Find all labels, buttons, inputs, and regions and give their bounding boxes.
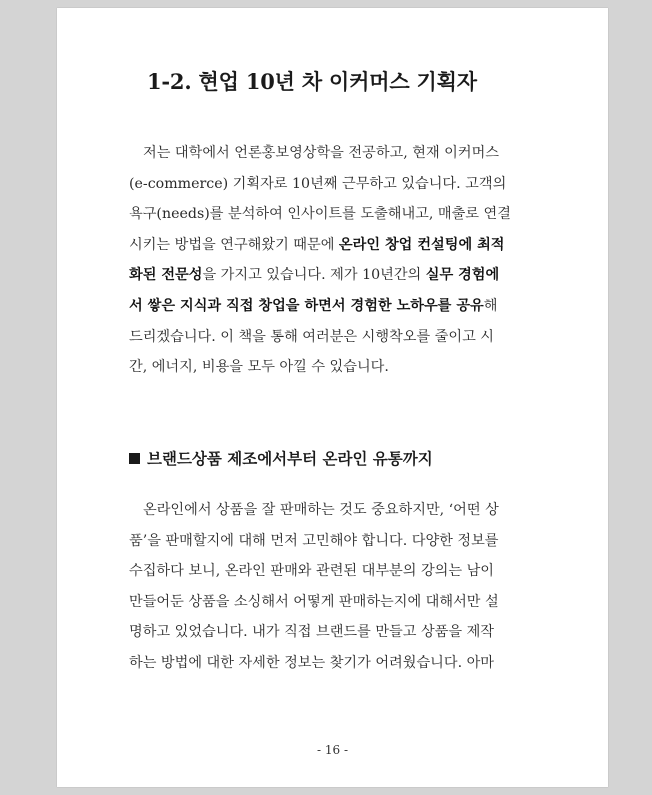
paragraph-line xyxy=(129,230,539,261)
paragraph-text: 을 가지고 있습니다. 제가 10년간의 xyxy=(202,267,426,284)
intro-paragraph xyxy=(129,138,539,383)
paragraph-text: 시키는 방법을 연구해왔기 때문에 xyxy=(129,236,339,253)
section-heading xyxy=(129,447,433,469)
paragraph-line: 드리겠습니다. 이 책을 통해 여러분은 시행착오를 줄이고 시 xyxy=(129,328,495,345)
paragraph-line: 온라인에서 상품을 잘 판매하는 것도 중요하지만, ‘어떤 상 xyxy=(143,502,499,518)
paragraph-line: 간, 에너지, 비용을 모두 아낄 수 있습니다. xyxy=(129,359,389,376)
body-paragraph xyxy=(129,495,539,679)
page-number: - 16 - xyxy=(316,743,348,757)
paragraph-line: 욕구(needs)를 분석하여 인사이트를 도출해내고, 매출로 연결 xyxy=(129,206,511,223)
document-page xyxy=(57,8,608,787)
paragraph-text: 해 xyxy=(483,297,498,314)
paragraph-line: 수집하다 보니, 온라인 판매와 관련된 대부분의 강의는 남이 xyxy=(129,563,495,580)
paragraph-line: 품’을 판매할지에 대해 먼저 고민해야 합니다. 다양한 정보를 xyxy=(129,532,499,549)
paragraph-line: 명하고 있었습니다. 내가 직접 브랜드를 만들고 상품을 제작 xyxy=(129,624,495,641)
emphasis-text: 화된 전문성 xyxy=(129,267,203,284)
paragraph-line: (e-commerce) 기획자로 10년째 근무하고 있습니다. 고객의 xyxy=(129,175,507,192)
paragraph-line: 하는 방법에 대한 자세한 정보는 찾기가 어려웠습니다. 아마 xyxy=(129,654,495,671)
paragraph-line xyxy=(129,291,539,322)
square-bullet-icon xyxy=(129,453,140,464)
emphasis-text: 온라인 창업 컨설팅에 최적 xyxy=(338,236,505,253)
paragraph-line: 만들어둔 상품을 소싱해서 어떻게 판매하는지에 대해서만 설 xyxy=(129,593,499,610)
paragraph-line: 저는 대학에서 언론홍보영상학을 전공하고, 현재 이커머스 xyxy=(143,145,499,161)
chapter-title: 1-2. 현업 10년 차 이커머스 기획자 xyxy=(147,69,477,94)
section-heading-text: 브랜드상품 제조에서부터 온라인 유통까지 xyxy=(147,450,433,468)
emphasis-text: 서 쌓은 지식과 직접 창업을 하면서 경험한 노하우를 공유 xyxy=(129,297,484,314)
paragraph-line xyxy=(129,260,539,291)
emphasis-text: 실무 경험에 xyxy=(425,267,500,284)
